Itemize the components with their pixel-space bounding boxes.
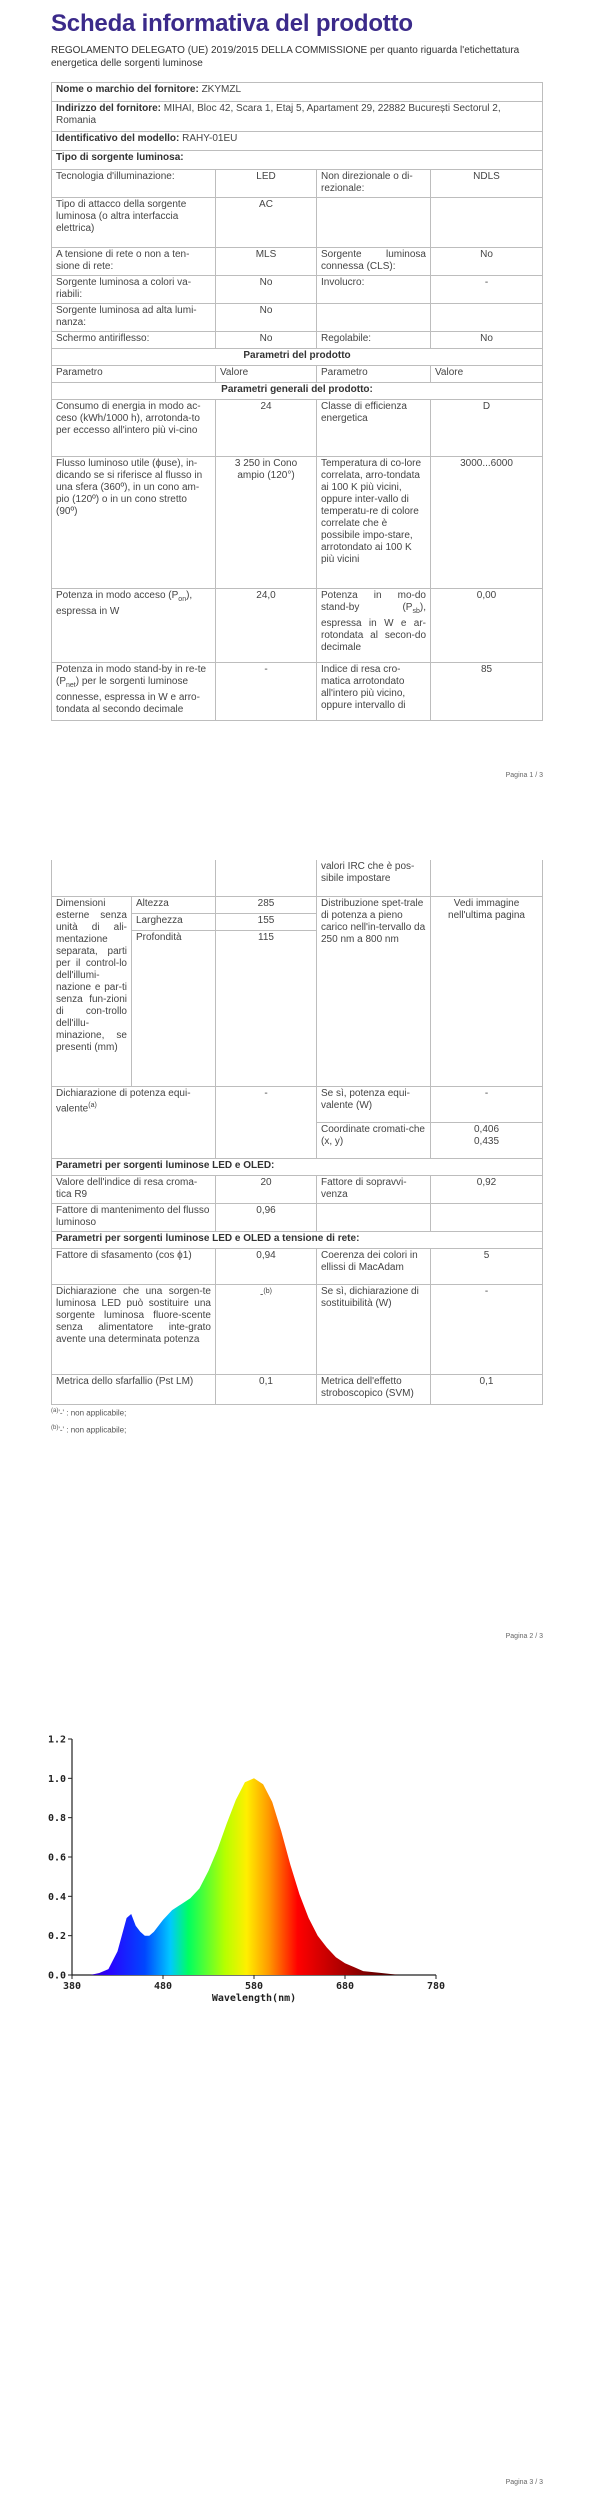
regulation-text: REGOLAMENTO DELEGATO (UE) 2019/2015 DELLA COMMISSIONE per quanto riguarda l'etichettatura energetica delle sorgenti luminose <box>51 45 520 69</box>
pnet-value: - <box>216 663 317 721</box>
lumen-label: Fattore di mantenimento del flusso luminoso <box>52 1203 216 1231</box>
width-value: 155 <box>216 913 317 930</box>
address-row <box>52 102 543 132</box>
macadam-value: 5 <box>431 1248 543 1284</box>
supplier-row <box>52 83 543 102</box>
colour-label: Sorgente luminosa a colori va-riabili: <box>52 276 216 304</box>
x-tick-label: 380 <box>62 1981 82 1992</box>
class-label: Classe di efficienza energetica <box>317 400 431 457</box>
svm-label: Metrica dell'effetto stroboscopico (SVM) <box>317 1374 431 1404</box>
repl-label: Se sì, dichiarazione di sostituibilità (W) <box>317 1284 431 1374</box>
eqw-value: - <box>431 1086 543 1122</box>
r9-value: 20 <box>216 1175 317 1203</box>
y-tick-label: 0.6 <box>48 1852 66 1864</box>
dir-value: NDLS <box>431 170 543 198</box>
psb-value: 0,00 <box>431 589 543 663</box>
dims-label: Dimensioni esterne senza unità di ali-mentazione separata, parti per il control-lo dell'illumi-nazione e par-ti senza fun-zioni di con-trollo dell'illu-minazione, se presenti (mm) <box>52 896 132 1086</box>
class-value: D <box>431 400 543 457</box>
width-label: Larghezza <box>132 913 216 930</box>
r9-label: Valore dell'indice di resa croma-tica R9 <box>52 1175 216 1203</box>
cls-label: Sorgente luminosa connessa (CLS): <box>317 248 431 276</box>
cap-value: AC <box>216 198 317 248</box>
page-number: Pagina 1 / 3 <box>505 772 543 779</box>
address-label: Indirizzo del fornitore: <box>56 103 161 114</box>
mains-value: MLS <box>216 248 317 276</box>
cri-continued: valori IRC che è pos-sibile impostare <box>317 860 431 896</box>
mains-led-header: Parametri per sorgenti luminose LED e OLED a tensione di rete: <box>52 1231 543 1248</box>
depth-value: 115 <box>216 930 317 1086</box>
parameters-table <box>51 860 543 1405</box>
page-title: Scheda informativa del prodotto <box>51 10 413 37</box>
page-number: Pagina 2 / 3 <box>505 1633 543 1640</box>
cct-value: 3000...6000 <box>431 457 543 589</box>
address-value: MIHAI, Bloc 42, Scara 1, Etaj 5, Apartament 29, 22882 București Sectorul 2, Romania <box>56 103 501 126</box>
source-type-header: Tipo di sorgente luminosa: <box>52 151 543 170</box>
spectrum-area <box>72 1778 436 1975</box>
eqpow-value: - <box>216 1086 317 1158</box>
lumen-value: 0,96 <box>216 1203 317 1231</box>
flicker-value: 0,1 <box>216 1374 317 1404</box>
eqpow-label: Dichiarazione di potenza equi-valente$^{(a)}$ <box>52 1086 216 1158</box>
pf-label: Fattore di sfasamento (cos ϕ1) <box>52 1248 216 1284</box>
dim-label: Regolabile: <box>317 332 431 349</box>
surv-label: Fattore di sopravvi-venza <box>317 1175 431 1203</box>
x-tick-label: 580 <box>244 1981 264 1992</box>
page-number: Pagina 3 / 3 <box>505 2479 543 2486</box>
page-2 <box>0 860 591 1655</box>
energy-value: 24 <box>216 400 317 457</box>
flux-label: Flusso luminoso utile (ϕuse), in-dicando se si riferisce al flusso in una sfera (360º), in un cono am-pio (120º) o in un cono stretto (90º) <box>52 457 216 589</box>
supplier-value: ZKYMZL <box>201 84 242 95</box>
model-label: Identificativo del modello: <box>56 133 180 144</box>
spd-label: Distribuzione spet-trale di potenza a pieno carico nell'in-tervallo da 250 nm a 800 nm <box>317 896 431 1086</box>
fluor-value: -$^{(b)}$ <box>216 1284 317 1374</box>
energy-label: Consumo di energia in modo ac-ceso (kWh/1000 h), arrotonda-to per eccesso all'intero più vi-cino <box>52 400 216 457</box>
supplier-label: Nome o marchio del fornitore: <box>56 84 199 95</box>
dim-value: No <box>431 332 543 349</box>
cri-value: 85 <box>431 663 543 721</box>
led-header: Parametri per sorgenti luminose LED e OLED: <box>52 1158 543 1175</box>
model-row <box>52 132 543 151</box>
envelope-label: Involucro: <box>317 276 431 304</box>
x-tick-label: 780 <box>426 1981 446 1992</box>
spd-value: Vedi immagine nell'ultima pagina <box>431 896 543 1086</box>
col-param-2: Parametro <box>317 366 431 383</box>
glare-label: Schermo antiriflesso: <box>52 332 216 349</box>
fluor-label: Dichiarazione che una sorgen-te luminosa LED può sostituire una sorgente luminosa fluore-scente senza alimentatore inte-grato avente una determinata potenza <box>52 1284 216 1374</box>
pf-value: 0,94 <box>216 1248 317 1284</box>
pnet-label: Potenza in modo stand-by in re-te $(P_{net})$ per le sorgenti luminose connesse, espressa in W e arro-tondata al secondo decimale <box>52 663 216 721</box>
hl-value: No <box>216 304 317 332</box>
flicker-label: Metrica dello sfarfallio (Pst LM) <box>52 1374 216 1404</box>
spectrum-chart <box>48 1715 468 2015</box>
page-1 <box>0 0 591 790</box>
x-tick-label: 480 <box>153 1981 173 1992</box>
cri-label: Indice di resa cro-matica arrotondato all'intero più vicino, oppure intervallo di <box>317 663 431 721</box>
col-value-2: Valore <box>431 366 543 383</box>
x-tick-label: 680 <box>335 1981 355 1992</box>
pon-value: 24,0 <box>216 589 317 663</box>
general-header: Parametri generali del prodotto: <box>52 383 543 400</box>
y-tick-label: 0.0 <box>48 1970 66 1982</box>
model-value: RAHY-01EU <box>182 133 238 144</box>
cct-label: Temperatura di co-lore correlata, arro-tondata ai 100 K più vicini, oppure inter-vallo di temperatu-re di colore correlate che è possibile impo-stare, arrotondato ai 100 K più vicini <box>317 457 431 589</box>
hl-label: Sorgente luminosa ad alta lumi-nanza: <box>52 304 216 332</box>
supplier-table <box>51 82 543 721</box>
col-value-1: Valore <box>216 366 317 383</box>
flux-value: 3 250 in Cono ampio (120°) <box>216 457 317 589</box>
cap-label: Tipo di attacco della sorgente luminosa (o altra interfaccia elettrica) <box>52 198 216 248</box>
glare-value: No <box>216 332 317 349</box>
y-tick-label: 0.8 <box>48 1813 66 1825</box>
y-tick-label: 0.2 <box>48 1931 66 1943</box>
footnote-b: $^{(b)}$'-' : non applicabile; <box>51 1425 127 1435</box>
dir-label: Non direzionale o di-rezionale: <box>317 170 431 198</box>
macadam-label: Coerenza dei colori in ellissi di MacAdam <box>317 1248 431 1284</box>
depth-label: Profondità <box>132 930 216 1086</box>
envelope-value: - <box>431 276 543 304</box>
x-axis-label: Wavelength(nm) <box>211 1993 297 2004</box>
svm-value: 0,1 <box>431 1374 543 1404</box>
eqw-label: Se sì, potenza equi-valente (W) <box>317 1086 431 1122</box>
repl-value: - <box>431 1284 543 1374</box>
y-tick-label: 0.4 <box>48 1891 66 1903</box>
tech-value: LED <box>216 170 317 198</box>
footnote-a: $^{(a)}$'-' : non applicabile; <box>51 1408 127 1418</box>
y-tick-label: 1.2 <box>48 1734 66 1746</box>
tech-label: Tecnologia d'illuminazione: <box>52 170 216 198</box>
height-label: Altezza <box>132 896 216 913</box>
cls-value: No <box>431 248 543 276</box>
pon-label: Potenza in modo acceso $(P_{on})$, espressa in W <box>52 589 216 663</box>
chroma-label: Coordinate cromati-che (x, y) <box>317 1122 431 1158</box>
height-value: 285 <box>216 896 317 913</box>
chroma-value: 0,406 0,435 <box>431 1122 543 1158</box>
psb-label: Potenza in mo-do stand-by $(P_{sb})$, espressa in W e ar-rotondata al secon-do decimale <box>317 589 431 663</box>
y-tick-label: 1.0 <box>48 1773 66 1785</box>
mains-label: A tensione di rete o non a ten-sione di rete: <box>52 248 216 276</box>
surv-value: 0,92 <box>431 1175 543 1203</box>
col-param-1: Parametro <box>52 366 216 383</box>
params-header: Parametri del prodotto <box>52 349 543 366</box>
colour-value: No <box>216 276 317 304</box>
